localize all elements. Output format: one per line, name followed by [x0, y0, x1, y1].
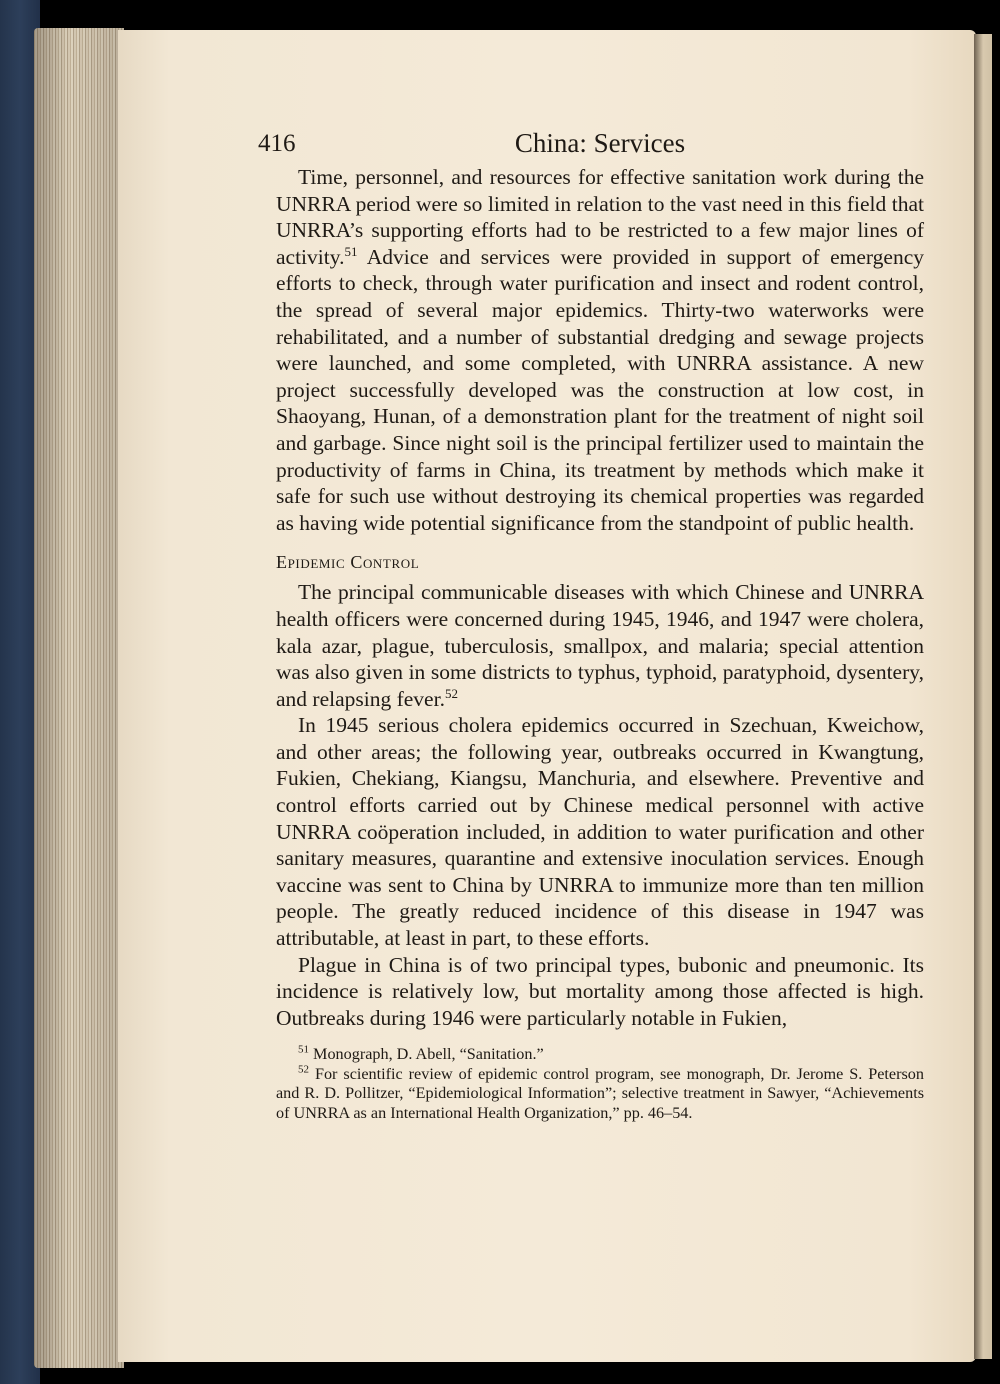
- paragraph-plague: [276, 952, 924, 1032]
- page-number: 416: [258, 130, 296, 157]
- footnote-52: [276, 1065, 924, 1124]
- page-edge-shadow: [34, 28, 124, 1368]
- page-text-block: [258, 128, 924, 1123]
- paragraph-text: In 1945 serious cholera epidemics occurred in Szechuan, Kweichow, and other areas; the following year, outbreaks occurred in Kwangtung, Fukien, Chekiang, Kiangsu, Manchuria, and elsewhere. Preventive and control efforts carried out by Chinese medical personnel with active UNRRA coöperation included, in addition to water purification and other sanitary measures, quarantine and extensive inoculation services. Enough vaccine was sent to China by UNRRA to immunize more than ten million people. The greatly reduced incidence of this disease in 1947 was attributable, at least in part, to these efforts.: [276, 713, 924, 951]
- paragraph-sanitation: [276, 164, 924, 536]
- footnote-51: [276, 1045, 924, 1065]
- paragraph-cholera: [276, 712, 924, 951]
- page-title: China: Services: [514, 128, 686, 158]
- section-heading: Epidemic Control: [276, 552, 420, 573]
- footnotes: [276, 1045, 924, 1123]
- footnote-ref[interactable]: 51: [344, 243, 358, 259]
- footnote-mark: 52: [298, 1063, 309, 1076]
- footnote-ref[interactable]: 52: [444, 685, 458, 701]
- footnote-text: For scientific review of epidemic control program, see monograph, Dr. Jerome S. Peterson and R. D. Pollitzer, “Epidemiological Information”; selective treatment in Sawyer, “Achievements of UNRRA as an International Health Organization,” pp. 46–54.: [276, 1064, 924, 1122]
- footnote-text: Monograph, D. Abell, “Sanitation.”: [313, 1045, 544, 1064]
- paragraph-text: Advice and services were provided in support of emergency efforts to check, through water purification and insect and rodent control, the spread of several major epidemics. Thirty-two waterworks were rehabilitated, and a number of substantial dredging and sewage projects were launched, and some completed, with UNRRA assistance. A new project successfully developed was the construction at low cost, in Shaoyang, Hunan, of a demonstration plant for the treatment of night soil and garbage. Since night soil is the principal fertilizer used to maintain the productivity of farms in China, its treatment by methods which make it safe for such use without destroying its chemical properties was regarded as having wide potential significance from the standpoint of public health.: [276, 244, 924, 535]
- right-background: [992, 0, 1000, 1384]
- paragraph-text: Plague in China is of two principal types, bubonic and pneumonic. Its incidence is relatively low, but mortality among those affected is high. Outbreaks during 1946 were particularly notable in Fukien,: [276, 952, 924, 1030]
- paragraph-text: Time, personnel, and resources for effective sanitation work during the UNRRA period were so limited in relation to the vast need in this field that UNRRA’s supporting efforts had to be restricted to a few major lines of activity.: [276, 165, 924, 269]
- footnote-mark: 51: [298, 1044, 309, 1057]
- paragraph-diseases: [276, 579, 924, 712]
- paragraph-text: The principal communicable diseases with which Chinese and UNRRA health officers were concerned during 1945, 1946, and 1947 were cholera, kala azar, plague, tuberculosis, smallpox, and malaria; special attention was also given in some districts to typhus, typhoid, paratyphoid, dysentery, and relapsing fever.: [276, 580, 924, 711]
- running-head: [258, 128, 924, 164]
